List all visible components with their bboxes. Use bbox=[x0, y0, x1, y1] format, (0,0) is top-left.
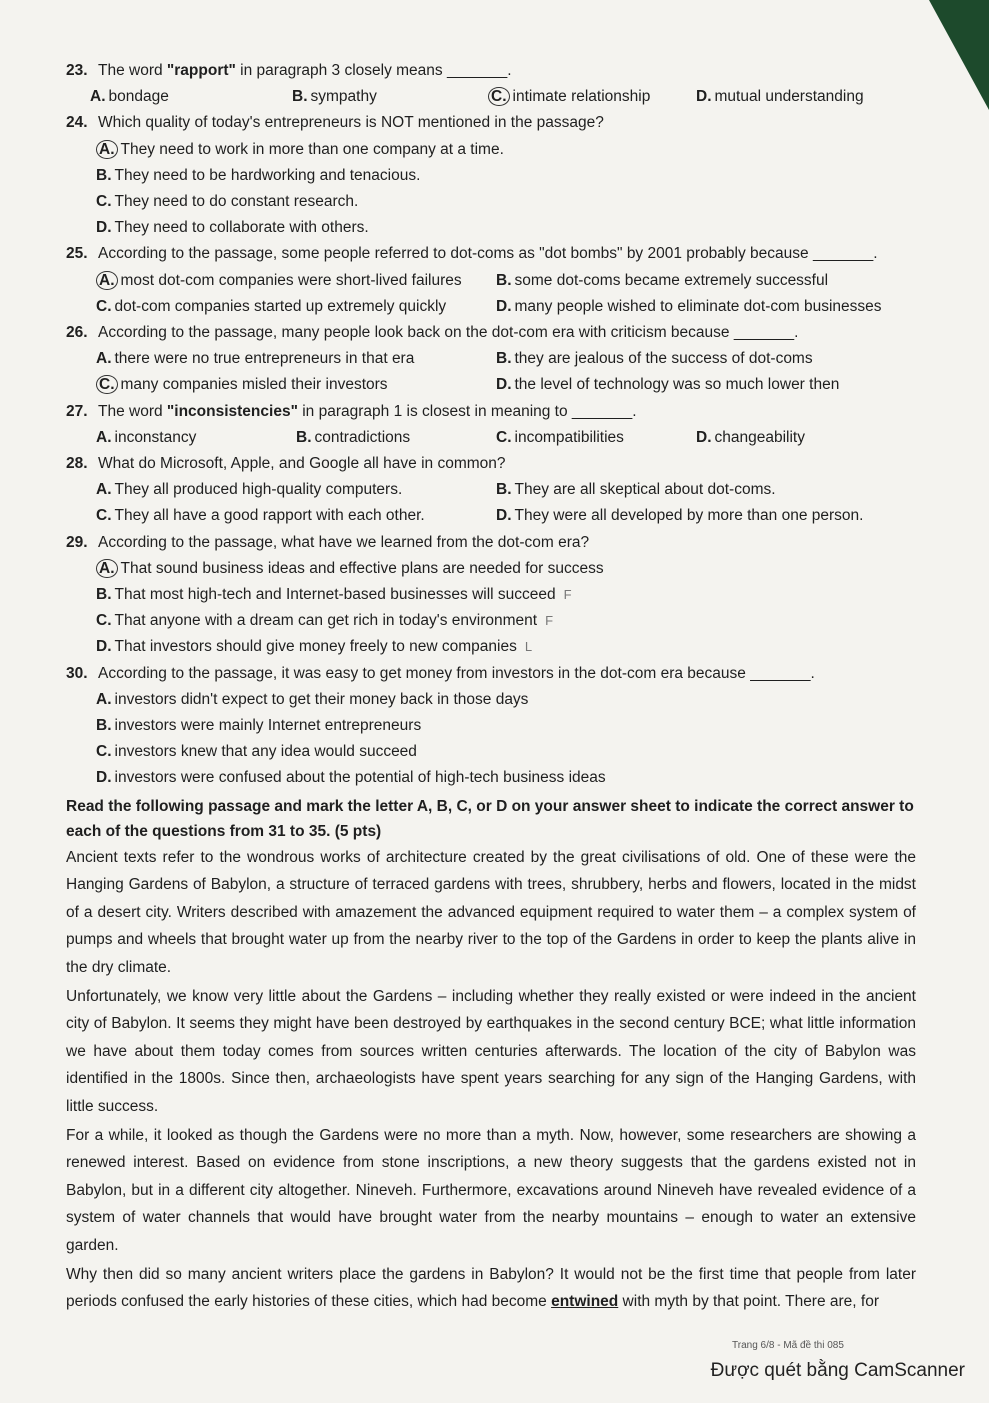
question-number: 26. bbox=[66, 324, 88, 342]
option-d: D. That investors should give money freely to new companies L bbox=[96, 638, 533, 656]
question-27 bbox=[66, 399, 916, 425]
option-a: A. most dot-com companies were short-lived failures bbox=[96, 268, 496, 294]
passage-paragraph-1: Ancient texts refer to the wondrous works of architecture created by the great civilisations of old. One of these were the Hanging Gardens of Babylon, a structure of terraced gardens with trees, shrubbery, herbs and flowers, located in the midst of a desert city. Writers described with amazement the advanced equipment required to water them – a complex system of pumps and wheels that brought water up from the nearby river to the top of the Gardens in order to keep the plants alive in the dry climate. bbox=[66, 848, 916, 977]
option-d: D. mutual understanding bbox=[696, 88, 864, 106]
circled-answer: C. bbox=[96, 375, 118, 394]
options bbox=[66, 84, 916, 110]
question-29 bbox=[66, 530, 916, 556]
question-24 bbox=[66, 110, 916, 136]
question-number: 28. bbox=[66, 455, 88, 473]
options bbox=[66, 425, 916, 451]
question-30 bbox=[66, 661, 916, 687]
handwritten-mark: L bbox=[524, 639, 533, 655]
handwritten-mark: F bbox=[545, 613, 554, 629]
options bbox=[66, 268, 916, 294]
question-stem: According to the passage, some people referred to dot-coms as "dot bombs" by 2001 probably because _______. bbox=[98, 245, 878, 263]
option-a: A. bondage bbox=[90, 88, 169, 106]
options bbox=[66, 294, 916, 320]
options bbox=[66, 477, 916, 503]
question-number: 29. bbox=[66, 533, 88, 551]
question-25 bbox=[66, 241, 916, 267]
question-number: 27. bbox=[66, 402, 88, 420]
option-a: A. They all produced high-quality computers. bbox=[96, 481, 403, 499]
underlined-keyword: entwined bbox=[551, 1293, 619, 1311]
options bbox=[66, 346, 916, 372]
options bbox=[66, 503, 916, 529]
option-b: B. investors were mainly Internet entrepreneurs bbox=[96, 717, 422, 735]
option-a: A. inconstancy bbox=[96, 428, 197, 446]
question-26 bbox=[66, 320, 916, 346]
option-b: B. They are all skeptical about dot-coms. bbox=[496, 481, 776, 499]
option-c: C. dot-com companies started up extremely quickly bbox=[96, 297, 447, 315]
question-28 bbox=[66, 451, 916, 477]
keyword: "inconsistencies" bbox=[166, 402, 298, 420]
option-d: D. They need to collaborate with others. bbox=[96, 219, 369, 237]
option-c: C. incompatibilities bbox=[496, 428, 624, 446]
question-stem: Which quality of today's entrepreneurs is NOT mentioned in the passage? bbox=[98, 114, 604, 132]
option-a: A. They need to work in more than one company at a time. bbox=[66, 137, 916, 163]
circled-answer: A. bbox=[96, 271, 118, 290]
circled-answer: C. bbox=[488, 87, 510, 106]
options bbox=[66, 372, 916, 398]
question-number: 23. bbox=[66, 62, 88, 79]
keyword: "rapport" bbox=[166, 62, 236, 79]
question-number: 30. bbox=[66, 664, 88, 682]
option-b: B. They need to be hardworking and tenacious. bbox=[96, 166, 421, 184]
option-c: C. They all have a good rapport with each other. bbox=[96, 507, 425, 525]
option-c: C. intimate relationship bbox=[488, 84, 696, 110]
option-a: A. there were no true entrepreneurs in that era bbox=[96, 350, 415, 368]
question-stem: According to the passage, many people look back on the dot-com era with criticism because _______. bbox=[98, 324, 799, 342]
passage-paragraph-2: Unfortunately, we know very little about the Gardens – including whether they really existed or were indeed in the ancient city of Babylon. It seems they might have been destroyed by earthquakes in the second century BCE; what little information we have about them today comes from sources written centuries afterwards. The location of the city of Babylon was identified in the 1800s. Since then, archaeologists have spent years searching for any sign of the Hanging Gardens, with little success. bbox=[66, 987, 916, 1116]
exam-page bbox=[66, 58, 916, 1316]
option-c: C. investors knew that any idea would succeed bbox=[96, 743, 417, 761]
question-23 bbox=[66, 58, 916, 84]
option-b: B. sympathy bbox=[292, 88, 377, 106]
circled-answer: A. bbox=[96, 559, 118, 578]
option-c: C. many companies misled their investors bbox=[96, 372, 496, 398]
question-number: 25. bbox=[66, 245, 88, 263]
option-c: C. They need to do constant research. bbox=[96, 193, 359, 211]
option-c: C. That anyone with a dream can get rich in today's environment F bbox=[96, 612, 554, 630]
question-stem: According to the passage, what have we learned from the dot-com era? bbox=[98, 533, 590, 551]
question-stem: According to the passage, it was easy to get money from investors in the dot-com era because _______. bbox=[98, 664, 815, 682]
question-number: 24. bbox=[66, 114, 88, 132]
page-footer: Trang 6/8 - Mã đề thi 085 bbox=[732, 1340, 844, 1351]
option-b: B. they are jealous of the success of dot-coms bbox=[496, 350, 813, 368]
option-d: D. the level of technology was so much lower then bbox=[496, 376, 840, 394]
option-b: B. some dot-coms became extremely successful bbox=[496, 271, 829, 289]
circled-answer: A. bbox=[96, 140, 118, 159]
handwritten-mark: F bbox=[563, 587, 572, 603]
option-b: B. That most high-tech and Internet-based businesses will succeed F bbox=[96, 586, 572, 604]
option-b: B. contradictions bbox=[296, 428, 411, 446]
passage-paragraph-3: For a while, it looked as though the Gardens were no more than a myth. Now, however, some researchers are showing a renewed interest. Based on evidence from stone inscriptions, a new theory suggests that the gardens existed not in Babylon, but in a different city altogether. Nineveh. Furthermore, excavations around Nineveh have revealed evidence of a system of water channels that would have brought water from the nearby mountains – enough to water an extensive garden. bbox=[66, 1126, 916, 1254]
corner-fold bbox=[929, 0, 989, 110]
question-stem: The word "inconsistencies" in paragraph 1 is closest in meaning to _______. bbox=[98, 402, 637, 420]
section-instruction: Read the following passage and mark the letter A, B, C, or D on your answer sheet to indicate the correct answer to each of the questions from 31 to 35. (5 pts) bbox=[66, 797, 914, 840]
question-stem: The word "rapport" in paragraph 3 closely means _______. bbox=[98, 62, 512, 79]
option-d: D. investors were confused about the potential of high-tech business ideas bbox=[96, 769, 606, 787]
option-d: D. They were all developed by more than one person. bbox=[496, 507, 864, 525]
question-stem: What do Microsoft, Apple, and Google all have in common? bbox=[98, 455, 506, 473]
scanner-watermark: Được quét bằng CamScanner bbox=[710, 1360, 965, 1381]
option-d: D. many people wished to eliminate dot-com businesses bbox=[496, 297, 882, 315]
passage-paragraph-4: Why then did so many ancient writers place the gardens in Babylon? It would not be the first time that people from later periods confused the early histories of these cities, which had become entwined with myth by that point. There are, for bbox=[66, 1265, 916, 1311]
option-a: A. That sound business ideas and effective plans are needed for success bbox=[66, 556, 916, 582]
option-a: A. investors didn't expect to get their money back in those days bbox=[96, 690, 529, 708]
option-d: D. changeability bbox=[696, 428, 805, 446]
